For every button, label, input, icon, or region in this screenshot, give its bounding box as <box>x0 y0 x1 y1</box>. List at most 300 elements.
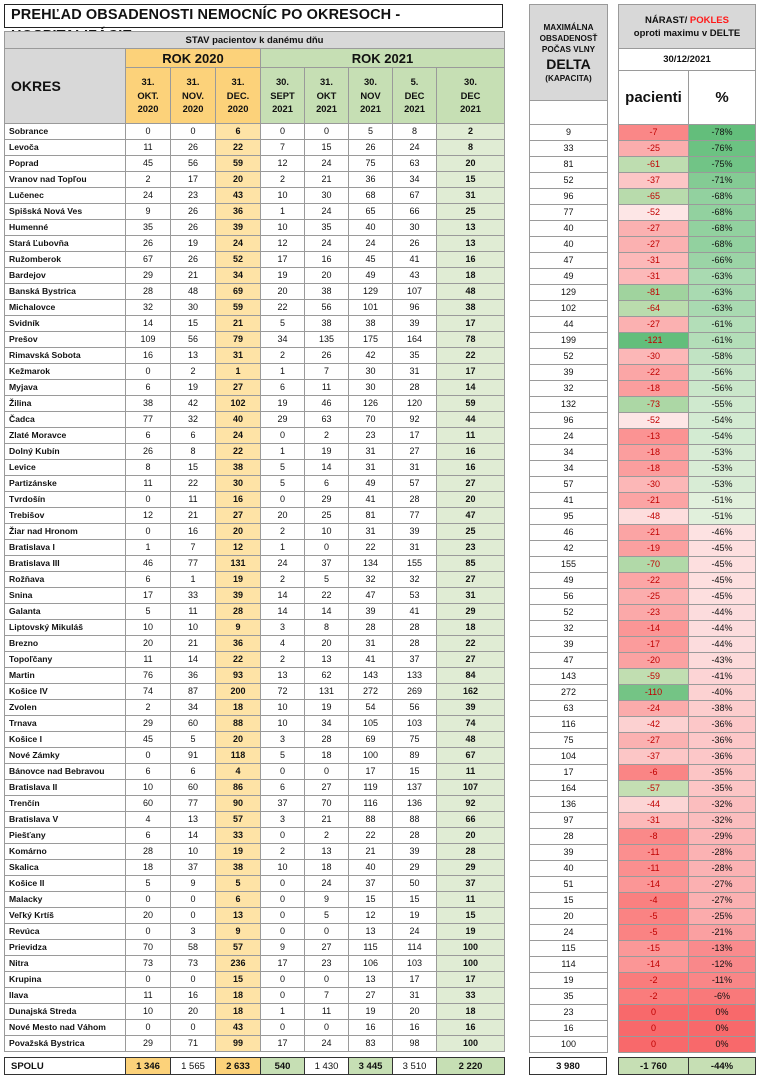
change-percent-cell: -61% <box>689 317 756 333</box>
value-cell: 29 <box>437 604 505 620</box>
change-percent-cell: -44% <box>689 605 756 621</box>
value-cell: 14 <box>261 604 305 620</box>
capacity-cell: 96 <box>530 413 608 429</box>
capacity-cell: 28 <box>530 829 608 845</box>
value-cell: 14 <box>437 380 505 396</box>
date-part: DEC <box>404 89 425 101</box>
change-percent-cell: -53% <box>689 461 756 477</box>
value-cell: 1 <box>261 204 305 220</box>
value-cell: 0 <box>171 892 216 908</box>
change-date: 30/12/2021 <box>619 49 756 71</box>
table-row <box>5 572 505 588</box>
value-cell: 2 <box>126 700 171 716</box>
date-header <box>393 68 437 124</box>
value-cell: 96 <box>393 300 437 316</box>
change-percent-cell: -11% <box>689 973 756 989</box>
value-cell: 5 <box>126 876 171 892</box>
change-pacienti-cell: -11 <box>619 845 689 861</box>
change-subtitle: oproti maximu v DELTE <box>633 27 741 39</box>
value-cell: 24 <box>305 236 349 252</box>
value-cell: 37 <box>349 876 393 892</box>
value-cell: 79 <box>216 332 261 348</box>
change-percent-cell: -13% <box>689 941 756 957</box>
table-row <box>5 732 505 748</box>
okres-name: Skalica <box>5 860 126 876</box>
capacity-cell: 40 <box>530 237 608 253</box>
value-cell: 16 <box>216 492 261 508</box>
value-cell: 12 <box>216 540 261 556</box>
change-percent-cell: -66% <box>689 253 756 269</box>
total-value: 2 633 <box>216 1058 261 1075</box>
value-cell: 58 <box>171 940 216 956</box>
table-row <box>5 860 505 876</box>
date-part: SEPT <box>270 89 295 101</box>
change-percent-cell: -32% <box>689 813 756 829</box>
table-row <box>5 236 505 252</box>
value-cell: 0 <box>126 892 171 908</box>
change-percent-cell: -35% <box>689 765 756 781</box>
value-cell: 39 <box>393 524 437 540</box>
total-value: 540 <box>261 1058 305 1075</box>
date-part: 2021 <box>460 103 481 115</box>
change-percent-cell: -63% <box>689 269 756 285</box>
value-cell: 87 <box>171 684 216 700</box>
change-percent-cell: -56% <box>689 365 756 381</box>
value-cell: 67 <box>437 748 505 764</box>
value-cell: 20 <box>305 268 349 284</box>
value-cell: 0 <box>305 1020 349 1036</box>
value-cell: 0 <box>305 540 349 556</box>
value-cell: 47 <box>349 588 393 604</box>
capacity-cell: 33 <box>530 141 608 157</box>
value-cell: 0 <box>126 924 171 940</box>
value-cell: 103 <box>393 716 437 732</box>
value-cell: 0 <box>171 972 216 988</box>
capacity-cell: 52 <box>530 173 608 189</box>
change-pacienti-cell: -21 <box>619 525 689 541</box>
change-header <box>619 5 756 49</box>
value-cell: 16 <box>171 988 216 1004</box>
okres-name: Galanta <box>5 604 126 620</box>
value-cell: 15 <box>393 892 437 908</box>
value-cell: 21 <box>305 812 349 828</box>
value-cell: 30 <box>171 300 216 316</box>
change-pacienti-cell: -37 <box>619 749 689 765</box>
okres-name: Nové Mesto nad Váhom <box>5 1020 126 1036</box>
capacity-cell: 129 <box>530 285 608 301</box>
value-cell: 5 <box>261 748 305 764</box>
value-cell: 57 <box>393 476 437 492</box>
delta-capacity-table <box>529 4 608 1053</box>
capacity-cell: 47 <box>530 653 608 669</box>
table-row <box>5 908 505 924</box>
capacity-cell: 114 <box>530 957 608 973</box>
change-pacienti-cell: -18 <box>619 445 689 461</box>
value-cell: 19 <box>305 700 349 716</box>
value-cell: 38 <box>305 284 349 300</box>
value-cell: 20 <box>305 636 349 652</box>
value-cell: 31 <box>437 188 505 204</box>
value-cell: 18 <box>126 860 171 876</box>
value-cell: 13 <box>437 220 505 236</box>
value-cell: 15 <box>393 764 437 780</box>
value-cell: 162 <box>437 684 505 700</box>
date-part: 30. <box>363 76 378 88</box>
table-row <box>5 188 505 204</box>
change-pacienti-cell: -2 <box>619 989 689 1005</box>
value-cell: 9 <box>216 924 261 940</box>
total-value: 2 220 <box>437 1058 505 1075</box>
value-cell: 0 <box>126 748 171 764</box>
okres-name: Prešov <box>5 332 126 348</box>
value-cell: 16 <box>437 444 505 460</box>
value-cell: 17 <box>349 764 393 780</box>
value-cell: 42 <box>171 396 216 412</box>
value-cell: 13 <box>437 236 505 252</box>
value-cell: 88 <box>393 812 437 828</box>
value-cell: 5 <box>349 124 393 140</box>
value-cell: 28 <box>126 844 171 860</box>
value-cell: 4 <box>261 636 305 652</box>
table-row <box>5 252 505 268</box>
value-cell: 32 <box>126 300 171 316</box>
value-cell: 39 <box>349 604 393 620</box>
value-cell: 27 <box>393 444 437 460</box>
date-part: OKT <box>316 89 337 101</box>
value-cell: 20 <box>126 636 171 652</box>
value-cell: 40 <box>216 412 261 428</box>
okres-name: Trebišov <box>5 508 126 524</box>
change-pacienti-cell: -8 <box>619 829 689 845</box>
value-cell: 0 <box>261 972 305 988</box>
table-row <box>5 924 505 940</box>
value-cell: 0 <box>171 908 216 924</box>
change-pacienti-cell: -52 <box>619 205 689 221</box>
change-percent-cell: -58% <box>689 349 756 365</box>
value-cell: 47 <box>437 508 505 524</box>
change-percent-cell: -36% <box>689 717 756 733</box>
value-cell: 10 <box>171 844 216 860</box>
okres-name: Revúca <box>5 924 126 940</box>
value-cell: 8 <box>393 124 437 140</box>
change-pacienti-cell: -27 <box>619 221 689 237</box>
cap-kapacita: (KAPACITA) <box>545 73 592 83</box>
value-cell: 16 <box>437 252 505 268</box>
value-cell: 33 <box>171 588 216 604</box>
table-row <box>5 796 505 812</box>
change-percent-cell: -54% <box>689 413 756 429</box>
value-cell: 14 <box>171 652 216 668</box>
change-percent-cell: -35% <box>689 781 756 797</box>
value-cell: 84 <box>437 668 505 684</box>
value-cell: 92 <box>437 796 505 812</box>
value-cell: 6 <box>261 780 305 796</box>
change-percent-cell: -51% <box>689 509 756 525</box>
value-cell: 28 <box>393 636 437 652</box>
value-cell: 4 <box>216 764 261 780</box>
value-cell: 28 <box>393 380 437 396</box>
value-cell: 14 <box>305 604 349 620</box>
value-cell: 37 <box>261 796 305 812</box>
value-cell: 1 <box>261 540 305 556</box>
value-cell: 38 <box>126 396 171 412</box>
change-pacienti-cell: -27 <box>619 317 689 333</box>
change-percent-cell: -75% <box>689 157 756 173</box>
value-cell: 24 <box>305 1036 349 1052</box>
value-cell: 33 <box>437 988 505 1004</box>
value-cell: 56 <box>305 300 349 316</box>
value-cell: 0 <box>261 492 305 508</box>
change-percent-cell: -6% <box>689 989 756 1005</box>
value-cell: 136 <box>393 796 437 812</box>
value-cell: 118 <box>216 748 261 764</box>
okres-name: Humenné <box>5 220 126 236</box>
value-cell: 3 <box>261 620 305 636</box>
table-row <box>5 204 505 220</box>
date-part: DEC <box>460 89 481 101</box>
okres-name: Komárno <box>5 844 126 860</box>
value-cell: 11 <box>171 604 216 620</box>
capacity-cell: 75 <box>530 733 608 749</box>
value-cell: 20 <box>261 508 305 524</box>
value-cell: 134 <box>349 556 393 572</box>
okres-name: Bánovce nad Bebravou <box>5 764 126 780</box>
value-cell: 63 <box>393 156 437 172</box>
value-cell: 12 <box>126 508 171 524</box>
value-cell: 133 <box>393 668 437 684</box>
value-cell: 16 <box>171 524 216 540</box>
change-pacienti-cell: -4 <box>619 893 689 909</box>
value-cell: 28 <box>349 620 393 636</box>
value-cell: 12 <box>349 908 393 924</box>
value-cell: 76 <box>126 668 171 684</box>
value-cell: 1 <box>126 540 171 556</box>
value-cell: 6 <box>126 380 171 396</box>
okres-name: Bratislava II <box>5 780 126 796</box>
value-cell: 57 <box>216 812 261 828</box>
change-percent-cell: -61% <box>689 333 756 349</box>
change-percent-cell: -45% <box>689 541 756 557</box>
value-cell: 19 <box>393 908 437 924</box>
value-cell: 31 <box>393 460 437 476</box>
table-row <box>5 892 505 908</box>
change-pacienti-cell: -19 <box>619 541 689 557</box>
value-cell: 22 <box>216 140 261 156</box>
value-cell: 53 <box>393 588 437 604</box>
capacity-cell: 35 <box>530 989 608 1005</box>
value-cell: 1 <box>261 364 305 380</box>
capacity-cell: 24 <box>530 925 608 941</box>
value-cell: 31 <box>393 988 437 1004</box>
value-cell: 27 <box>437 652 505 668</box>
change-percent-cell: -38% <box>689 701 756 717</box>
value-cell: 16 <box>437 1020 505 1036</box>
cap-line-3: POČAS VLNY <box>541 44 596 54</box>
value-cell: 28 <box>126 284 171 300</box>
value-cell: 54 <box>349 700 393 716</box>
value-cell: 29 <box>305 492 349 508</box>
value-cell: 85 <box>437 556 505 572</box>
value-cell: 25 <box>437 524 505 540</box>
value-cell: 26 <box>349 140 393 156</box>
value-cell: 73 <box>126 956 171 972</box>
value-cell: 2 <box>305 828 349 844</box>
okres-name: Čadca <box>5 412 126 428</box>
value-cell: 0 <box>126 1020 171 1036</box>
capacity-cell: 39 <box>530 637 608 653</box>
capacity-cell: 143 <box>530 669 608 685</box>
value-cell: 74 <box>437 716 505 732</box>
okres-name: Košice IV <box>5 684 126 700</box>
value-cell: 8 <box>437 140 505 156</box>
cap-spacer <box>530 101 608 125</box>
value-cell: 23 <box>305 956 349 972</box>
value-cell: 102 <box>216 396 261 412</box>
change-percent-cell: -55% <box>689 397 756 413</box>
value-cell: 26 <box>126 444 171 460</box>
value-cell: 0 <box>171 1020 216 1036</box>
value-cell: 10 <box>261 700 305 716</box>
change-pacienti-cell: -20 <box>619 653 689 669</box>
change-pacienti-cell: -5 <box>619 909 689 925</box>
value-cell: 135 <box>305 332 349 348</box>
value-cell: 10 <box>261 220 305 236</box>
date-header <box>216 68 261 124</box>
okres-name: Tvrdošín <box>5 492 126 508</box>
table-row <box>5 764 505 780</box>
value-cell: 38 <box>349 316 393 332</box>
value-cell: 3 <box>171 924 216 940</box>
value-cell: 24 <box>305 876 349 892</box>
value-cell: 71 <box>171 1036 216 1052</box>
value-cell: 11 <box>305 380 349 396</box>
change-pacienti-cell: 0 <box>619 1021 689 1037</box>
capacity-cell: 23 <box>530 1005 608 1021</box>
table-row <box>5 1036 505 1052</box>
change-percent-cell: -46% <box>689 525 756 541</box>
change-percent-cell: -68% <box>689 237 756 253</box>
value-cell: 24 <box>216 428 261 444</box>
value-cell: 17 <box>261 252 305 268</box>
value-cell: 100 <box>349 748 393 764</box>
value-cell: 143 <box>349 668 393 684</box>
okres-header: OKRES <box>5 49 126 124</box>
change-percent-cell: -12% <box>689 957 756 973</box>
date-part: DEC. <box>226 89 250 101</box>
value-cell: 22 <box>349 540 393 556</box>
value-cell: 38 <box>216 460 261 476</box>
date-header <box>126 68 171 124</box>
value-cell: 56 <box>171 332 216 348</box>
value-cell: 43 <box>393 268 437 284</box>
value-cell: 17 <box>437 364 505 380</box>
okres-name: Malacky <box>5 892 126 908</box>
value-cell: 27 <box>305 940 349 956</box>
value-cell: 22 <box>216 444 261 460</box>
date-header <box>261 68 305 124</box>
table-row <box>5 668 505 684</box>
table-row <box>5 492 505 508</box>
value-cell: 2 <box>261 844 305 860</box>
value-cell: 72 <box>261 684 305 700</box>
pokles-label: POKLES <box>689 14 729 26</box>
capacity-cell: 39 <box>530 845 608 861</box>
okres-name: Brezno <box>5 636 126 652</box>
change-percent-cell: 0% <box>689 1021 756 1037</box>
value-cell: 0 <box>305 972 349 988</box>
change-percent-cell: -40% <box>689 685 756 701</box>
value-cell: 175 <box>349 332 393 348</box>
value-cell: 272 <box>349 684 393 700</box>
value-cell: 17 <box>261 1036 305 1052</box>
value-cell: 88 <box>349 812 393 828</box>
value-cell: 16 <box>305 252 349 268</box>
capacity-cell: 199 <box>530 333 608 349</box>
value-cell: 11 <box>126 476 171 492</box>
table-row <box>5 396 505 412</box>
total-value: 1 565 <box>171 1058 216 1075</box>
table-row <box>5 748 505 764</box>
value-cell: 27 <box>305 780 349 796</box>
value-cell: 13 <box>305 844 349 860</box>
value-cell: 131 <box>305 684 349 700</box>
value-cell: 6 <box>305 476 349 492</box>
value-cell: 19 <box>171 236 216 252</box>
value-cell: 200 <box>216 684 261 700</box>
value-cell: 38 <box>216 860 261 876</box>
value-cell: 81 <box>349 508 393 524</box>
value-cell: 8 <box>126 460 171 476</box>
value-cell: 0 <box>305 924 349 940</box>
total-cap-value: 3 980 <box>530 1058 607 1075</box>
table-row <box>5 508 505 524</box>
value-cell: 37 <box>393 652 437 668</box>
value-cell: 6 <box>126 828 171 844</box>
change-percent-cell: -71% <box>689 173 756 189</box>
value-cell: 6 <box>171 428 216 444</box>
change-pacienti-cell: -25 <box>619 589 689 605</box>
table-row <box>5 220 505 236</box>
value-cell: 77 <box>393 508 437 524</box>
total-change <box>618 1057 756 1075</box>
value-cell: 22 <box>305 588 349 604</box>
okres-name: Krupina <box>5 972 126 988</box>
value-cell: 6 <box>171 764 216 780</box>
value-cell: 48 <box>437 284 505 300</box>
value-cell: 24 <box>393 140 437 156</box>
value-cell: 40 <box>349 860 393 876</box>
value-cell: 41 <box>393 604 437 620</box>
change-percent-cell: -21% <box>689 925 756 941</box>
value-cell: 31 <box>393 364 437 380</box>
value-cell: 28 <box>393 620 437 636</box>
change-pacienti-cell: -21 <box>619 493 689 509</box>
value-cell: 4 <box>126 812 171 828</box>
value-cell: 75 <box>393 732 437 748</box>
value-cell: 9 <box>216 620 261 636</box>
table-row <box>5 636 505 652</box>
capacity-cell: 32 <box>530 381 608 397</box>
okres-name: Topoľčany <box>5 652 126 668</box>
value-cell: 26 <box>126 236 171 252</box>
change-pacienti-cell: -31 <box>619 269 689 285</box>
change-pacienti-cell: -17 <box>619 637 689 653</box>
okres-name: Svidník <box>5 316 126 332</box>
value-cell: 14 <box>261 588 305 604</box>
value-cell: 25 <box>305 508 349 524</box>
table-row <box>5 428 505 444</box>
value-cell: 20 <box>437 492 505 508</box>
